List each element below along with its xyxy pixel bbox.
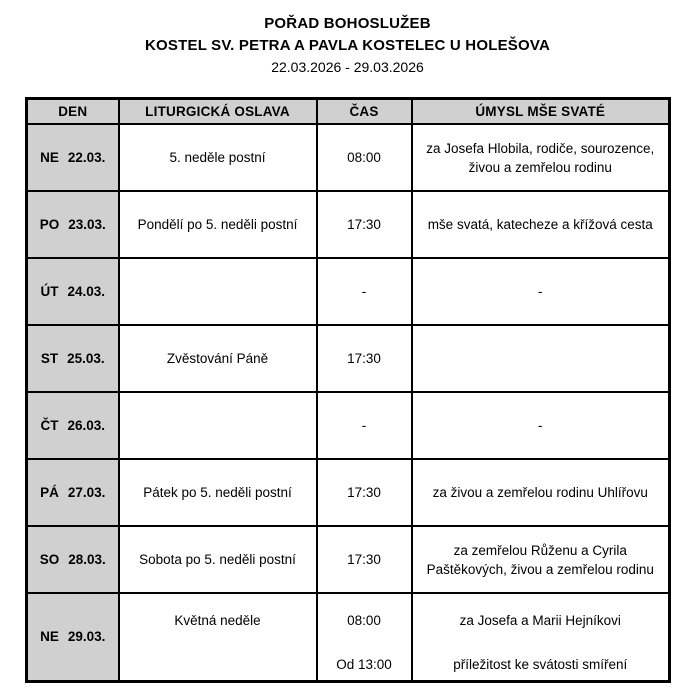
table-row xyxy=(27,392,670,459)
day-abbreviation: PÁ xyxy=(40,485,59,500)
intention-cell xyxy=(412,593,670,681)
intention-cell xyxy=(412,526,670,593)
time-cell xyxy=(317,526,412,593)
day-date: 28.03. xyxy=(68,552,106,567)
day-cell xyxy=(27,459,119,526)
time-cell xyxy=(317,325,412,392)
time-cell xyxy=(317,392,412,459)
time-text: - xyxy=(361,284,367,299)
day-abbreviation: SO xyxy=(39,552,60,567)
intention-text: za Josefa a Marii Hejníkovi xyxy=(459,613,621,628)
date-range: 22.03.2026 - 29.03.2026 xyxy=(271,59,424,75)
celebration-text: Pátek po 5. neděli postní xyxy=(143,485,292,500)
celebration-cell xyxy=(119,392,317,459)
day-cell xyxy=(27,593,119,681)
day-abbreviation: PO xyxy=(39,217,60,232)
day-date: 29.03. xyxy=(67,629,106,645)
day-date: 23.03. xyxy=(68,217,106,232)
celebration-cell xyxy=(119,191,317,258)
intention-text: za zemřelou Růženu a Cyrila Paštěkových, živou a zemřelou rodinu xyxy=(426,542,654,577)
intention-text: za Josefa Hlobila, rodiče, sourozence, živou a zemřelou rodinu xyxy=(426,140,655,175)
time-cell xyxy=(317,459,412,526)
celebration-text: Sobota po 5. neděli postní xyxy=(139,552,296,567)
table-row xyxy=(27,258,670,325)
table-row xyxy=(27,325,670,392)
celebration-text: Zvěstování Páně xyxy=(166,351,269,366)
day-cell xyxy=(27,392,119,459)
header-row xyxy=(27,99,670,125)
day-abbreviation: NE xyxy=(40,150,59,165)
time-text: 08:00 xyxy=(347,613,381,628)
day-cell xyxy=(27,191,119,258)
intention-cell xyxy=(412,258,670,325)
intention-text: - xyxy=(538,284,543,299)
time-text: 17:30 xyxy=(347,552,381,567)
document-title: POŘAD BOHOSLUŽEB xyxy=(264,15,431,32)
intention-cell xyxy=(412,124,670,191)
day-abbreviation: ČT xyxy=(40,418,59,433)
schedule-body xyxy=(27,124,670,681)
time-text: - xyxy=(361,418,367,433)
day-date: 25.03. xyxy=(67,351,105,366)
celebration-cell xyxy=(119,459,317,526)
celebration-cell xyxy=(119,526,317,593)
col-header-intention: ÚMYSL MŠE SVATÉ xyxy=(412,99,670,125)
celebration-text: Pondělí po 5. neděli postní xyxy=(137,217,298,232)
intention-text: za živou a zemřelou rodinu Uhlířovu xyxy=(432,485,648,500)
day-cell xyxy=(27,526,119,593)
day-date: 22.03. xyxy=(67,150,106,165)
time-text-secondary: Od 13:00 xyxy=(336,657,392,672)
table-row xyxy=(27,593,670,681)
day-abbreviation: ÚT xyxy=(40,284,59,299)
day-cell xyxy=(27,124,119,191)
time-cell xyxy=(317,258,412,325)
day-date: 26.03. xyxy=(67,418,106,433)
intention-cell xyxy=(412,325,670,392)
schedule-table xyxy=(25,97,671,683)
intention-text: - xyxy=(538,418,543,433)
day-abbreviation: ST xyxy=(40,351,59,366)
table-row xyxy=(27,459,670,526)
document-header xyxy=(0,0,695,78)
celebration-cell xyxy=(119,593,317,681)
col-header-day: DEN xyxy=(27,99,119,125)
intention-text: mše svatá, katecheze a křížová cesta xyxy=(427,217,653,232)
time-text: 17:30 xyxy=(347,351,381,366)
day-abbreviation: NE xyxy=(40,629,59,645)
table-row xyxy=(27,526,670,593)
celebration-text: Květná neděle xyxy=(174,613,261,628)
col-header-celebration: LITURGICKÁ OSLAVA xyxy=(119,99,317,125)
intention-cell xyxy=(412,459,670,526)
celebration-cell xyxy=(119,325,317,392)
day-date: 24.03. xyxy=(67,284,106,299)
celebration-cell xyxy=(119,258,317,325)
time-text: 08:00 xyxy=(347,150,381,165)
day-cell xyxy=(27,325,119,392)
table-row xyxy=(27,124,670,191)
intention-cell xyxy=(412,191,670,258)
intention-text-secondary: příležitost ke svátosti smíření xyxy=(453,657,628,672)
time-text: 17:30 xyxy=(347,485,381,500)
day-date: 27.03. xyxy=(67,485,106,500)
time-cell xyxy=(317,191,412,258)
celebration-text: 5. neděle postní xyxy=(169,150,266,165)
document-subtitle: KOSTEL SV. PETRA A PAVLA KOSTELEC U HOLEŠOVA xyxy=(145,37,550,54)
celebration-cell xyxy=(119,124,317,191)
col-header-time: ČAS xyxy=(317,99,412,125)
time-text: 17:30 xyxy=(347,217,381,232)
intention-cell xyxy=(412,392,670,459)
time-cell xyxy=(317,593,412,681)
schedule-table-header xyxy=(27,99,670,125)
time-cell xyxy=(317,124,412,191)
day-cell xyxy=(27,258,119,325)
table-row xyxy=(27,191,670,258)
